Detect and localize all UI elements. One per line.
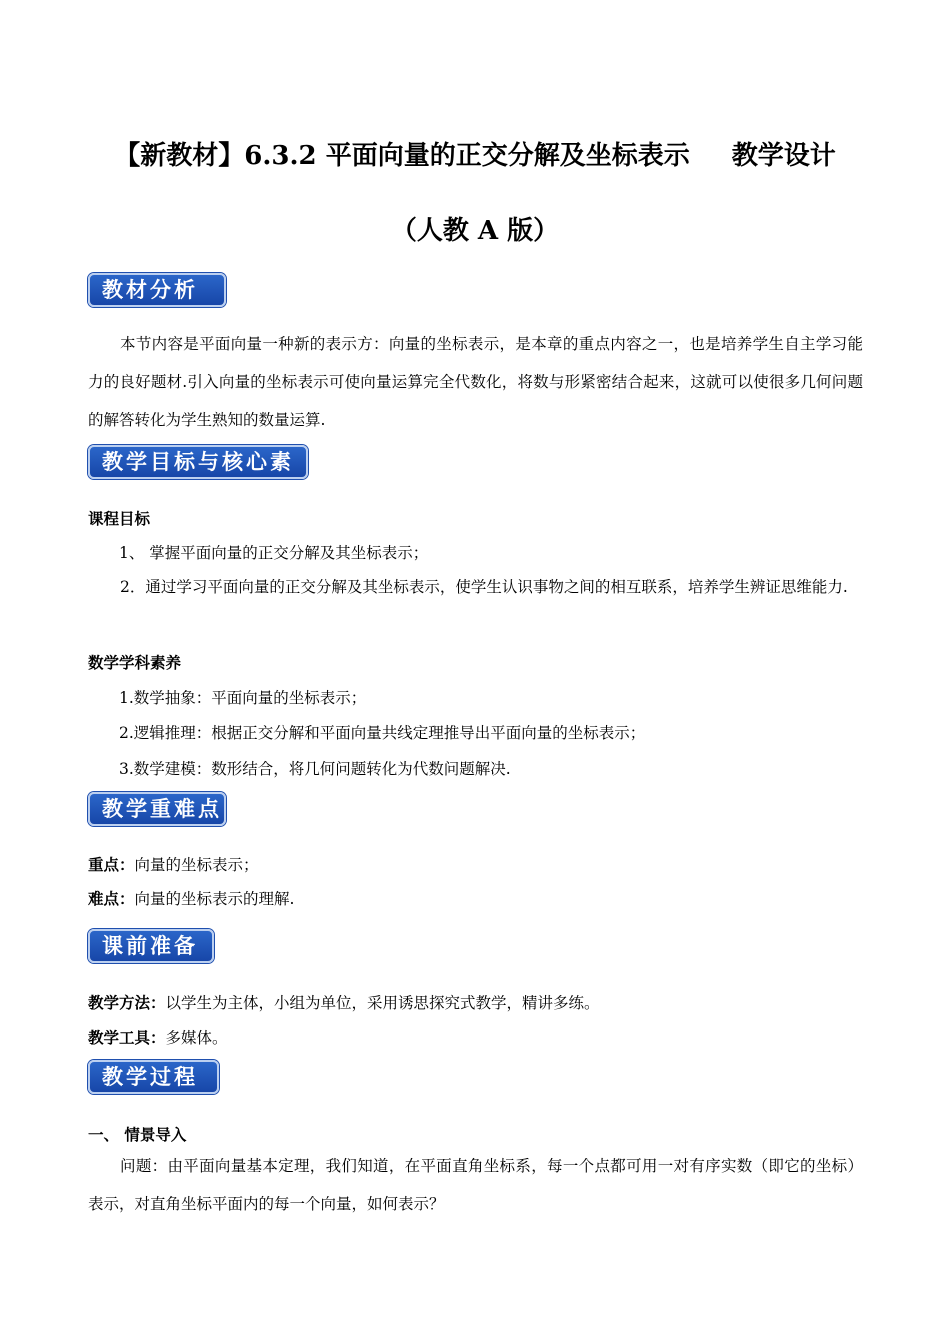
intro-question: 问题：由平面向量基本定理，我们知道，在平面直角坐标系，每一个点都可用一对有序实数（即它的坐标）表示，对直角坐标平面内的每一个向量，如何表示？ [88,1157,863,1213]
literacy-item-2: 2.逻辑推理：根据正交分解和平面向量共线定理推导出平面向量的坐标表示； [119,724,646,742]
process-step-1-heading: 一、 情景导入 [88,1125,187,1144]
course-goals-heading: 课程目标 [88,509,151,528]
key-point-line [88,853,259,875]
title-suffix: 教学设计 [731,141,836,171]
key-point-text: 向量的坐标表示； [134,856,259,874]
difficult-point-line [88,887,294,909]
teaching-method-line [88,991,600,1013]
course-goal-item-1: 1、 掌握平面向量的正交分解及其坐标表示； [119,544,429,562]
teaching-tools-line [88,1026,228,1048]
document-subtitle: （人教 A 版） [390,216,560,246]
literacy-heading: 数学学科素养 [88,653,182,672]
section-badge-preparation: 课前准备 [88,929,214,963]
document-title [0,135,950,172]
teaching-method-text: 以学生为主体，小组为单位，采用诱思探究式教学，精讲多练。 [165,994,600,1012]
course-goal-item-2: 2．通过学习平面向量的正交分解及其坐标表示，使学生认识事物之间的相互联系，培养学生辨证思维能力. [120,578,848,596]
title-main: 【新教材】6.3.2 平面向量的正交分解及坐标表示 [114,141,690,171]
teaching-tools-text: 多媒体。 [165,1029,228,1047]
analysis-paragraph: 本节内容是平面向量一种新的表示方：向量的坐标表示，是本章的重点内容之一，也是培养学生自主学习能力的良好题材.引入向量的坐标表示可使向量运算完全代数化，将数与形紧密结合起来，这就可以使很多几何问题的解答转化为学生熟知的数量运算. [88,335,863,429]
literacy-item-3: 3.数学建模：数形结合，将几何问题转化为代数问题解决. [119,760,511,778]
difficult-point-label: 难点： [88,889,135,908]
key-point-label: 重点： [88,855,135,874]
teaching-tools-label: 教学工具： [88,1028,166,1047]
difficult-point-text: 向量的坐标表示的理解. [134,890,295,908]
literacy-item-1: 1.数学抽象：平面向量的坐标表示； [119,689,367,707]
section-badge-process: 教学过程 [88,1060,219,1094]
section-badge-goals: 教学目标与核心素养 [88,445,308,479]
section-badge-analysis: 教材分析 [88,273,226,307]
teaching-method-label: 教学方法： [88,993,166,1012]
section-badge-key-points: 教学重难点 [88,792,226,826]
